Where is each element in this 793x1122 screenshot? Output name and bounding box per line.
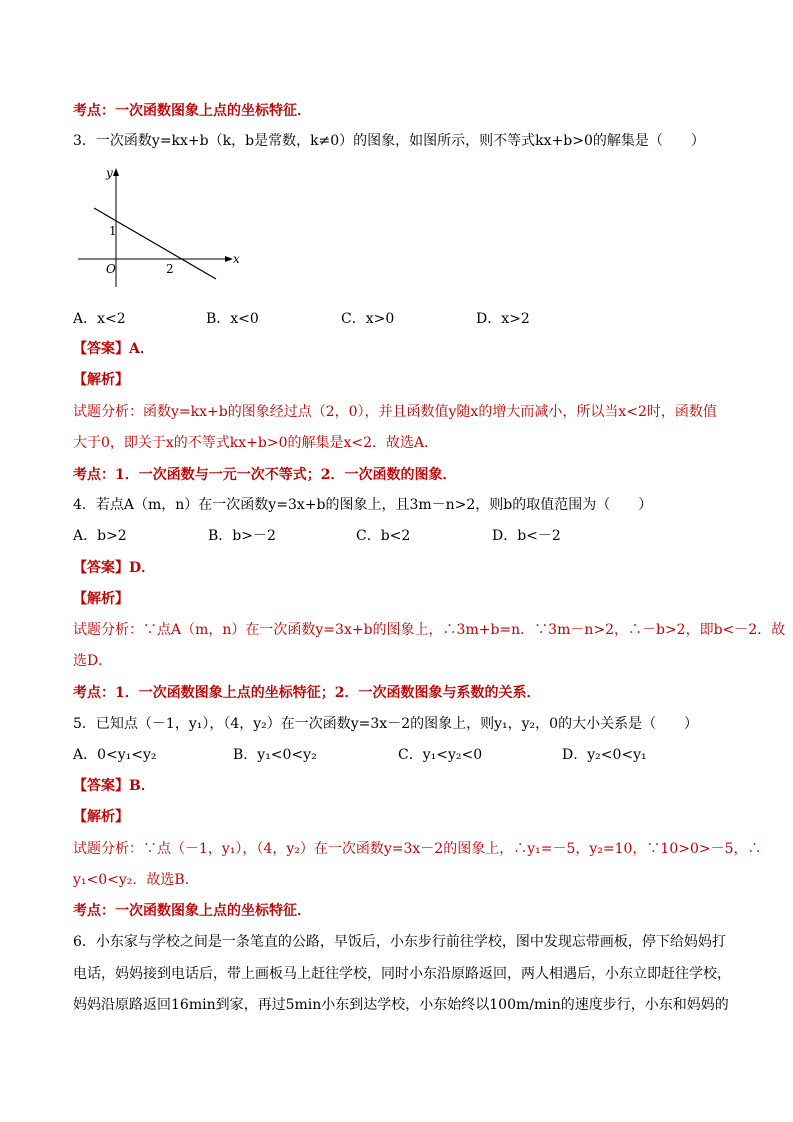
q3-option-a: A．x<2 xyxy=(73,311,126,327)
q3-analysis-line-1: 试题分析：函数y=kx+b的图象经过点（2，0），并且函数值y随x的增大而减小，所以当x<2时，函数值 xyxy=(73,404,717,420)
q3-option-d: D．x>2 xyxy=(476,311,530,327)
question-3: 3．一次函数y=kx+b（k，b是常数，k≠0）的图象，如图所示，则不等式kx+b>0的解集是（ ） xyxy=(73,133,705,149)
q3-analysis-heading: 【解析】 xyxy=(73,372,129,388)
q4-option-b: B．b>－2 xyxy=(208,528,276,544)
q5-kaodian: 考点：一次函数图象上点的坐标特征． xyxy=(73,903,311,919)
q4-option-c: C．b<2 xyxy=(356,528,411,544)
origin-label: O xyxy=(106,262,116,276)
q5-analysis-line-2: y₁<0<y₂．故选B． xyxy=(73,872,199,888)
q5-analysis-line-1: 试题分析：∵点（－1，y₁），（4，y₂）在一次函数y=3x－2的图象上，∴y₁=－5，y₂=10，∵10>0>－5，∴ xyxy=(73,841,762,857)
q3-kaodian: 考点：1．一次函数与一元一次不等式；2．一次函数的图象． xyxy=(73,467,457,483)
x-axis-arrow-icon xyxy=(225,256,233,262)
q4-option-d: D．b<－2 xyxy=(492,528,561,544)
q3-analysis-line-2: 大于0，即关于x的不等式kx+b>0的解集是x<2．故选A． xyxy=(73,435,439,451)
q4-analysis-heading: 【解析】 xyxy=(73,591,129,607)
q5-option-d: D．y₂<0<y₁ xyxy=(562,747,647,763)
q4-option-a: A．b>2 xyxy=(73,528,127,544)
q3-function-graph xyxy=(70,165,250,290)
q4-analysis-line-2: 选D． xyxy=(73,653,113,669)
question-4: 4．若点A（m，n）在一次函数y=3x+b的图象上，且3m－n>2，则b的取值范围为（ ） xyxy=(73,497,653,513)
question-6-line-3: 妈妈沿原路返回16min到家，再过5min小东到达学校，小东始终以100m/min的速度步行，小东和妈妈的 xyxy=(73,997,729,1013)
kaodian-q2: 考点：一次函数图象上点的坐标特征． xyxy=(73,103,311,119)
y-axis-label: y xyxy=(106,166,113,180)
y-intercept-label: 1 xyxy=(109,224,117,238)
q5-option-b: B．y₁<0<y₂ xyxy=(233,747,317,763)
question-5: 5．已知点（－1，y₁），（4，y₂）在一次函数y=3x－2的图象上，则y₁，y₂，0的大小关系是（ ） xyxy=(73,716,699,732)
y-axis-arrow-icon xyxy=(113,168,119,176)
q4-analysis-line-1: 试题分析：∵点A（m，n）在一次函数y=3x+b的图象上，∴3m+b=n．∵3m－n>2，∴－b>2，即b<－2．故 xyxy=(73,622,786,638)
question-6-line-1: 6．小东家与学校之间是一条笔直的公路，早饭后，小东步行前往学校，图中发现忘带画板，停下给妈妈打 xyxy=(73,934,726,950)
q5-option-c: C．y₁<y₂<0 xyxy=(398,747,483,763)
q4-kaodian: 考点：1．一次函数图象上点的坐标特征；2．一次函数图象与系数的关系． xyxy=(73,685,541,701)
x-intercept-label: 2 xyxy=(166,262,174,276)
question-6-line-2: 电话，妈妈接到电话后，带上画板马上赶往学校，同时小东沿原路返回，两人相遇后，小东立即赶往学校， xyxy=(73,966,731,982)
q3-option-c: C．x>0 xyxy=(341,311,395,327)
q3-option-b: B．x<0 xyxy=(206,311,259,327)
q5-option-a: A．0<y₁<y₂ xyxy=(73,747,157,763)
q3-answer: 【答案】A． xyxy=(73,341,154,357)
q5-answer: 【答案】B． xyxy=(73,778,155,794)
q5-analysis-heading: 【解析】 xyxy=(73,809,129,825)
x-axis-label: x xyxy=(233,252,240,266)
q4-answer: 【答案】D． xyxy=(73,560,156,576)
